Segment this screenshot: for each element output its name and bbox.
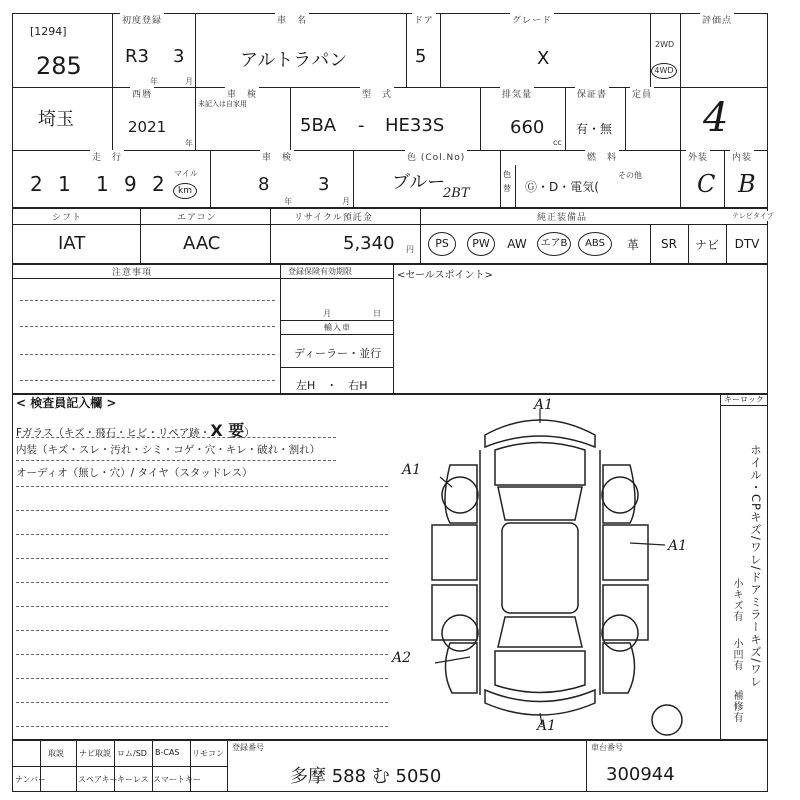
sheet-border-notes bbox=[12, 264, 768, 394]
fglass-text: Fガラス（キズ・飛石・ヒビ・リペア跡・ bbox=[16, 427, 211, 439]
mileage-digit-3: 1 bbox=[96, 172, 109, 196]
year-char: 年 bbox=[150, 77, 158, 86]
small-scratch: 小キズ有 bbox=[731, 578, 742, 622]
drive-4wd: 4WD bbox=[651, 63, 677, 79]
chassis-number: 300944 bbox=[606, 764, 675, 785]
sales-point-label: <セールスポイント> bbox=[397, 270, 493, 281]
year-char-2: 年 bbox=[185, 139, 193, 148]
grade-value: X bbox=[537, 48, 550, 69]
model-year: 2021 bbox=[128, 118, 167, 136]
equip-dtv: DTV bbox=[734, 237, 760, 251]
model-code: HE33S bbox=[385, 115, 445, 136]
left-front-fender bbox=[445, 465, 477, 523]
color-change: 色替 bbox=[503, 170, 511, 193]
windshield bbox=[498, 487, 582, 520]
roof bbox=[502, 523, 578, 613]
mileage-label: 走 行 bbox=[90, 150, 124, 163]
inspection-year: 8 bbox=[258, 174, 270, 195]
damage-left-rear: A2 bbox=[392, 650, 412, 666]
shaken-sub: 未記入は自家用 bbox=[198, 100, 247, 108]
interior-condition: 内装（キズ・スレ・汚れ・シミ・コゲ・穴・キレ・破れ・割れ） bbox=[16, 444, 321, 456]
interior-grade: B bbox=[738, 170, 756, 198]
score-value: 4 bbox=[703, 95, 729, 141]
equipment-label: 純正装備品 bbox=[535, 210, 589, 223]
expiry-label: 登録保険有効期限 bbox=[288, 267, 352, 276]
opt-keyless: キーレス bbox=[117, 775, 149, 784]
shaken-label: 車 検 bbox=[225, 87, 259, 100]
left-front-door bbox=[432, 525, 477, 580]
opt-remote: リモコン bbox=[192, 749, 224, 758]
recycle-value: 5,340 bbox=[343, 233, 395, 254]
fglass-mark: X 要 bbox=[210, 421, 245, 440]
opt-bcas: B-CAS bbox=[155, 748, 180, 757]
hood bbox=[495, 443, 585, 486]
year-char-3: 年 bbox=[284, 197, 292, 206]
region: 埼玉 bbox=[38, 109, 74, 130]
inspector-title: < 検査員記入欄 > bbox=[16, 396, 117, 410]
ac-value: AAC bbox=[183, 233, 221, 254]
shift-value: IAT bbox=[58, 233, 86, 254]
rear-bumper bbox=[485, 690, 595, 715]
exterior-label: 外装 bbox=[686, 150, 710, 163]
drive-2wd: 2WD bbox=[655, 40, 675, 49]
displacement: 660 bbox=[510, 117, 545, 138]
damage-right-door: A1 bbox=[668, 538, 688, 554]
right-front-fender bbox=[603, 465, 635, 523]
equip-pw: PW bbox=[467, 232, 495, 256]
ac-label: エアコン bbox=[175, 210, 219, 223]
model-prefix: 5BA bbox=[300, 115, 337, 136]
damage-rear: A1 bbox=[537, 718, 557, 734]
fuel-options: Ⓖ・D・電気( bbox=[525, 180, 599, 194]
month-char-3: 月 bbox=[342, 197, 350, 206]
doors-value: 5 bbox=[415, 46, 427, 67]
displacement-label: 排気量 bbox=[500, 87, 534, 100]
right-rear-door bbox=[603, 585, 648, 640]
color-label: 色 (Col.No) bbox=[405, 150, 467, 163]
right-rear-wheel bbox=[602, 615, 638, 651]
month-char: 月 bbox=[185, 77, 193, 86]
opt-spare-key: スペアキー bbox=[78, 775, 118, 784]
plate-number: 多摩 588 む 5050 bbox=[290, 766, 442, 787]
car-diagram bbox=[380, 395, 720, 740]
warranty-value: 有・無 bbox=[576, 122, 613, 136]
lot-number: [1294] bbox=[30, 25, 67, 38]
right-front-wheel bbox=[602, 477, 638, 513]
right-front-door bbox=[603, 525, 648, 580]
trunk bbox=[495, 651, 585, 693]
exterior-grade: C bbox=[697, 170, 716, 198]
tv-type-label: テレビタイプ bbox=[732, 212, 774, 220]
caution-label: 注意事項 bbox=[110, 265, 154, 278]
car-name: アルトラパン bbox=[240, 50, 348, 71]
color-code: 2BT bbox=[443, 186, 470, 201]
repair-mark: 補修有 bbox=[731, 690, 742, 723]
fglass-close: ） bbox=[244, 427, 255, 439]
mileage-digit-5: 2 bbox=[152, 172, 165, 196]
inspection-label: 車 検 bbox=[260, 150, 294, 163]
recycle-unit: 円 bbox=[406, 245, 414, 254]
equip-leather: 革 bbox=[626, 237, 639, 252]
steering-side: 左H ・ 右H bbox=[296, 379, 368, 392]
opt-number: ナンバー bbox=[15, 775, 47, 784]
mileage-digit-2: 1 bbox=[58, 172, 71, 196]
km-unit: km bbox=[173, 183, 197, 199]
model-dash: - bbox=[358, 115, 365, 136]
plate-label: 登録番号 bbox=[232, 743, 264, 752]
opt-manual: 取説 bbox=[48, 749, 64, 758]
interior-label: 内装 bbox=[730, 150, 754, 163]
doors-label: ドア bbox=[412, 13, 436, 26]
recycle-label: リサイクル預託金 bbox=[292, 210, 375, 223]
fuel-other: その他 bbox=[618, 171, 642, 180]
mile-unit: マイル bbox=[174, 169, 198, 178]
left-rear-door bbox=[432, 585, 477, 640]
first-reg-label: 初度登録 bbox=[120, 13, 164, 26]
import-label: 輸入車 bbox=[324, 323, 351, 332]
cc-unit: cc bbox=[553, 138, 562, 147]
equip-navi: ナビ bbox=[694, 237, 719, 252]
wheel-mirror-text: ホイル・CPキズ/ワレ/ドアミラーキズ/ワレ bbox=[749, 444, 763, 689]
damage-front: A1 bbox=[534, 397, 554, 413]
reg-era-year: R3 bbox=[125, 46, 149, 67]
spare-tire bbox=[652, 705, 682, 735]
left-rear-wheel bbox=[442, 615, 478, 651]
model-year-label: 西暦 bbox=[130, 87, 154, 100]
opt-rom-sd: ロム/SD bbox=[117, 749, 147, 758]
equip-aw: AW bbox=[507, 237, 527, 251]
mileage-digit-1: 2 bbox=[30, 172, 43, 196]
inspection-month: 3 bbox=[318, 174, 330, 195]
equip-airbag: エアB bbox=[537, 232, 571, 256]
warranty-label: 保証書 bbox=[575, 87, 609, 100]
equip-sr: SR bbox=[661, 237, 677, 251]
capacity-label: 定員 bbox=[630, 87, 654, 100]
reg-month: 3 bbox=[173, 46, 185, 67]
shift-label: シフト bbox=[50, 210, 84, 223]
damage-left-front: A1 bbox=[402, 462, 422, 478]
expiry-day: 日 bbox=[373, 309, 381, 318]
rear-glass bbox=[498, 617, 582, 647]
audio-tyre: オーディオ（無し・穴）/ タイヤ（スタッドレス） bbox=[16, 467, 253, 479]
grade-label: グレード bbox=[510, 13, 554, 26]
car-name-label: 車 名 bbox=[275, 13, 309, 26]
expiry-month: 月 bbox=[323, 309, 331, 318]
keylock-label: キーロック bbox=[724, 395, 764, 404]
small-dent: 小凹有 bbox=[731, 638, 742, 671]
item-number: 285 bbox=[36, 52, 82, 80]
opt-navi-manual: ナビ取説 bbox=[79, 749, 111, 758]
fuel-label: 燃 料 bbox=[585, 150, 619, 163]
equip-ps: PS bbox=[428, 232, 456, 256]
dealer-parallel: ディーラー・並行 bbox=[294, 347, 382, 360]
chassis-label: 車台番号 bbox=[591, 743, 623, 752]
color-value: ブルー bbox=[392, 172, 446, 193]
score-label: 評価点 bbox=[700, 13, 734, 26]
mileage-digit-4: 9 bbox=[124, 172, 137, 196]
equip-abs: ABS bbox=[578, 232, 612, 256]
type-label: 型 式 bbox=[360, 87, 394, 100]
opt-smart-key: スマートキー bbox=[153, 775, 201, 784]
